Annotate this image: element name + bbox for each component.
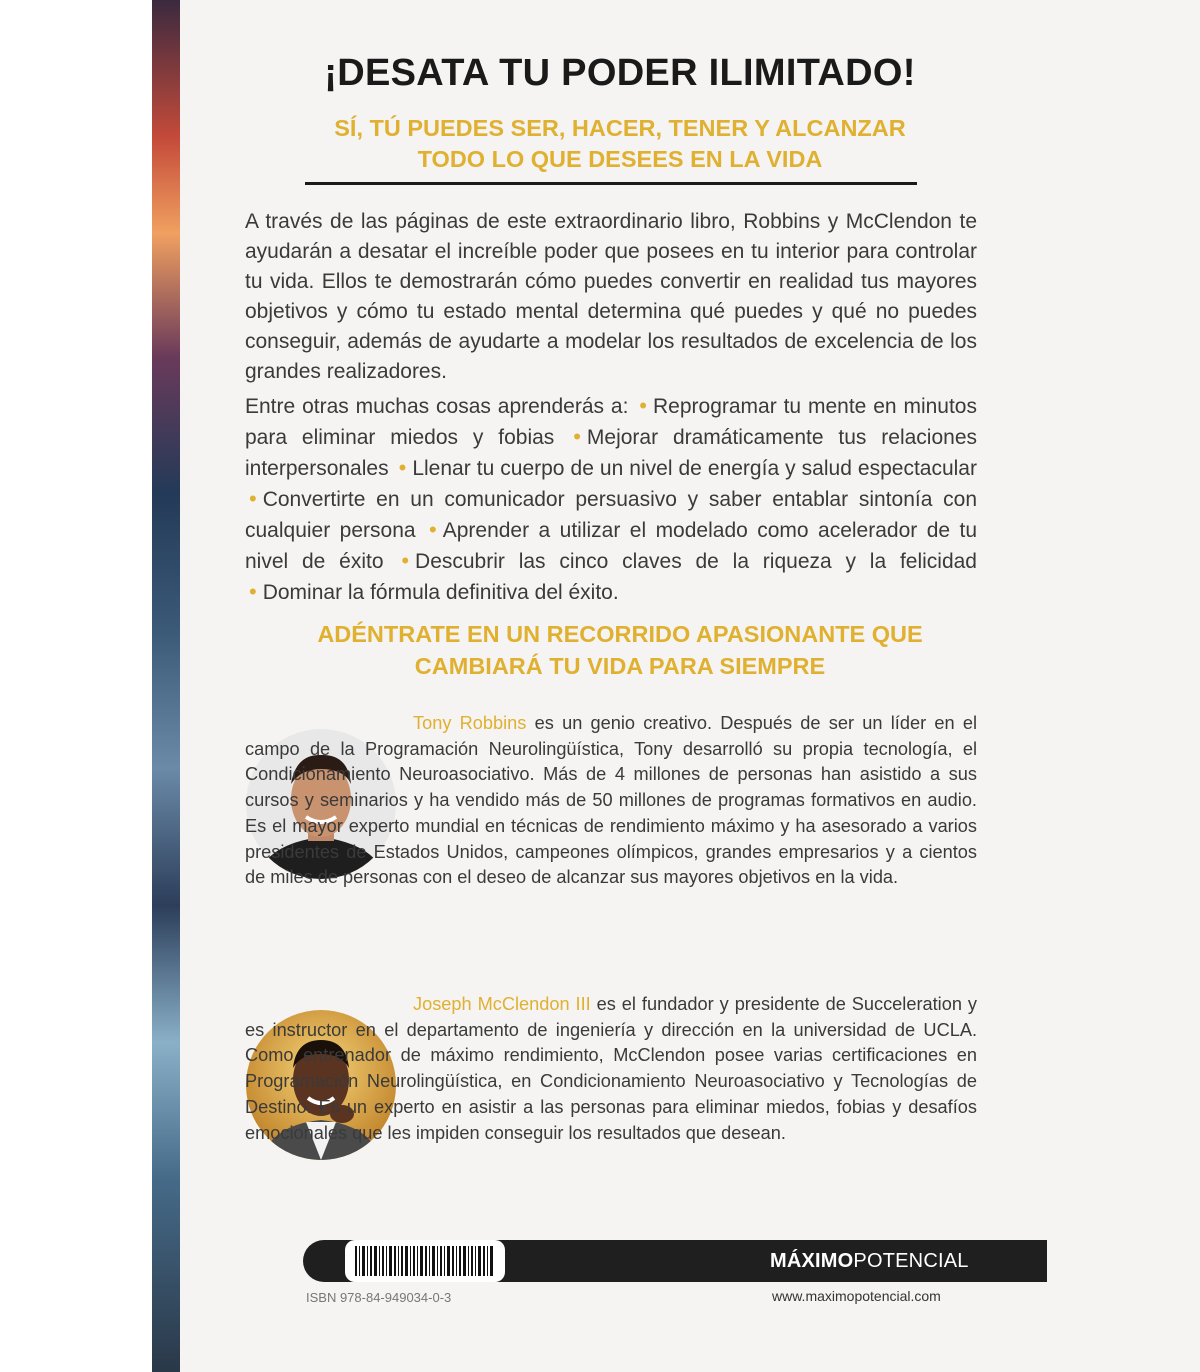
tagline-line-1: ADÉNTRATE EN UN RECORRIDO APASIONANTE QUE — [317, 621, 923, 647]
logo-bold: MÁXIMO — [770, 1250, 854, 1272]
subtitle — [180, 113, 1060, 175]
learn-item-7: • Dominar la fórmula definitiva del éxito. — [245, 581, 619, 604]
bio2-text: es el fundador y presidente de Succeleration y es instructor en el departamento de ingeniería y dirección en la universidad de UCLA. Como entrenador de máximo rendimiento, McClendon posee varias certificaciones en Programación Neurolingüística, en Condicionamiento Neuroasociativo y Tecnologías de Destino. Es un experto en asistir a las personas para eliminar miedos, fobias y desafíos emocionales que les impiden conseguir los resultados que desean. — [245, 994, 977, 1143]
subtitle-line-1: SÍ, TÚ PUEDES SER, HACER, TENER Y ALCANZAR — [334, 115, 906, 141]
publisher-logo — [770, 1250, 969, 1273]
back-cover — [180, 0, 1200, 1372]
logo-light: POTENCIAL — [853, 1250, 969, 1272]
learn-list — [245, 391, 977, 608]
subtitle-line-2: TODO LO QUE DESEES EN LA VIDA — [417, 146, 823, 172]
tagline — [180, 618, 1060, 682]
learn-intro: Entre otras muchas cosas aprenderás a: — [245, 395, 629, 418]
learn-item-2: • Mejorar dramáticamente tus relaciones interpersonales — [245, 426, 977, 480]
main-title: ¡DESATA TU PODER ILIMITADO! — [324, 52, 916, 94]
bio-joseph-mcclendon — [245, 992, 977, 1146]
isbn: ISBN 978-84-949034-0-3 — [306, 1290, 452, 1305]
publisher-website: www.maximopotencial.com — [772, 1288, 941, 1304]
bio2-name: Joseph McClendon III — [413, 994, 591, 1014]
bio1-name: Tony Robbins — [413, 713, 527, 733]
tagline-line-2: CAMBIARÁ TU VIDA PARA SIEMPRE — [414, 653, 826, 679]
learn-item-4: • Convertirte en un comunicador persuasivo y saber entablar sintonía con cualquier persona — [245, 488, 977, 542]
bio1-text: es un genio creativo. Después de ser un líder en el campo de la Programación Neurolingüística, Tony desarrolló su propia tecnología, el Condicionamiento Neuroasociativo. Más de 4 millones de personas han asistido a sus cursos y seminarios y ha vendido más de 50 millones de programas formativos en audio. Es el mayor experto mundial en técnicas de rendimiento máximo y ha asesorado a varios presidentes de Estados Unidos, campeones olímpicos, grandes empresarios y a cientos de miles de personas con el deseo de alcanzar sus mayores objetivos en la vida. — [245, 713, 977, 888]
title-divider — [305, 182, 917, 185]
learn-item-6: • Descubrir las cinco claves de la riqueza y la felicidad — [397, 550, 977, 573]
bio-tony-robbins — [245, 711, 977, 891]
intro-paragraph: A través de las páginas de este extraordinario libro, Robbins y McClendon te ayudarán a desatar el increíble poder que posees en tu interior para controlar tu vida. Ellos te demostrarán cómo puedes convertir en realidad tus mayores objetivos y cómo tu estado mental determina qué puedes y qué no puedes conseguir, además de ayudarte a modelar los resultados de excelencia de los grandes realizadores. — [245, 210, 977, 383]
learn-item-5: • Aprender a utilizar el modelado como acelerador de tu nivel de éxito — [245, 519, 977, 573]
barcode — [345, 1240, 505, 1282]
learn-item-3: • Llenar tu cuerpo de un nivel de energía y salud espectacular — [395, 457, 977, 480]
book-spine-edge — [152, 0, 180, 1372]
learn-item-1: • Reprogramar tu mente en minutos para eliminar miedos y fobias — [245, 395, 977, 449]
